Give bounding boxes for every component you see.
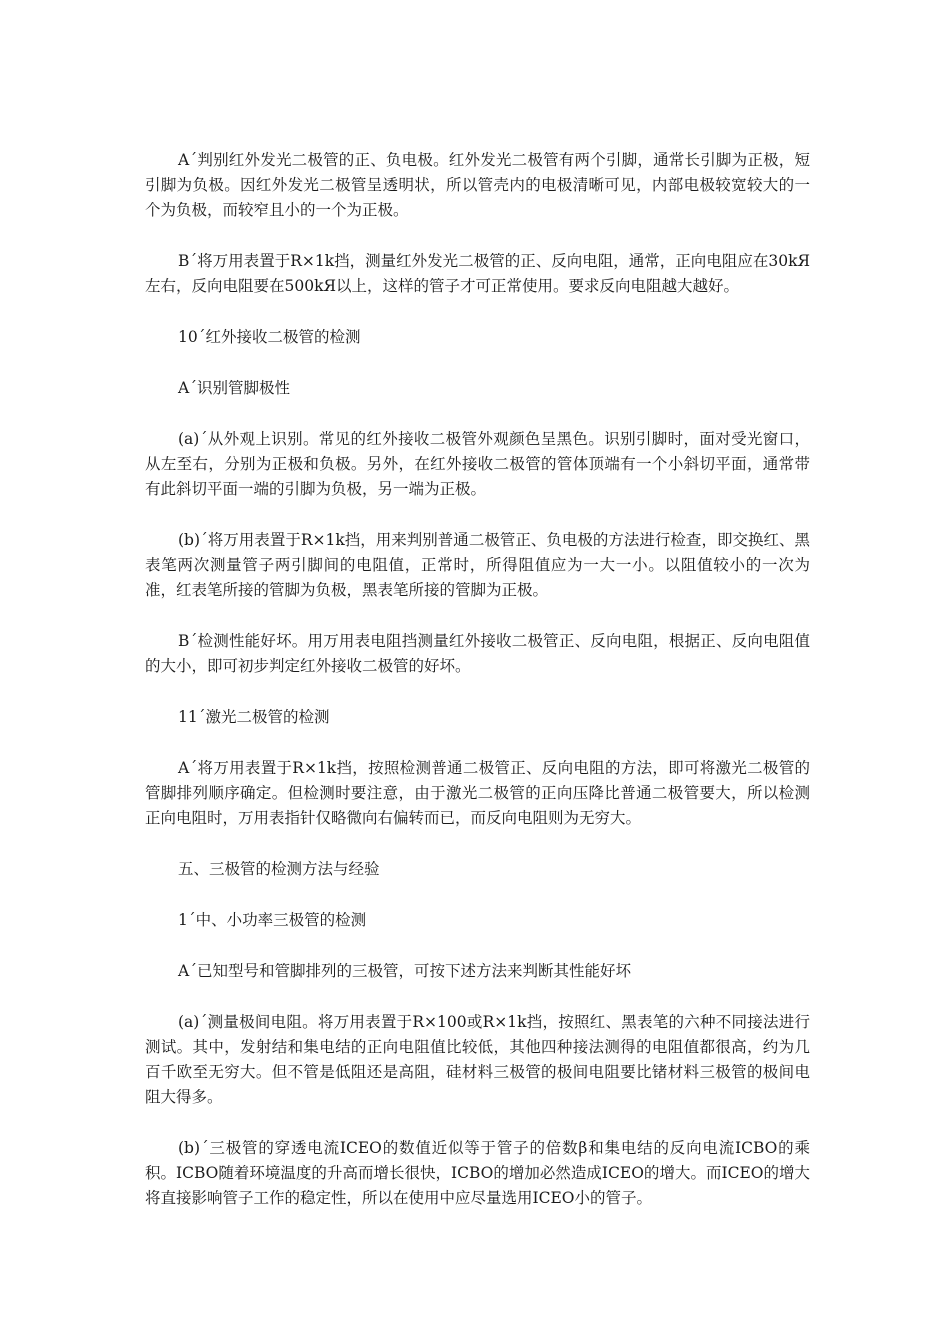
heading-identify-pin-polarity: Aˊ识别管脚极性 (178, 379, 290, 397)
paragraph-ir-receiver-multimeter: (b)ˊ将万用表置于R×1k挡，用来判别普通二极管正、负电极的方法进行检查，即交换红、黑表笔两次测量管子两引脚间的电阻值，正常时，所得阻值应为一大一小。以阻值较小的一次为准，红表笔所接的管脚为负极，黑表笔所接的管脚为正极。 (145, 531, 810, 599)
heading-small-power-transistor: 1ˊ中、小功率三极管的检测 (178, 911, 367, 929)
document-body (145, 148, 810, 1237)
heading-laser-diode-detection: 11ˊ激光二极管的检测 (178, 708, 330, 726)
paragraph-interelectrode-resistance: (a)ˊ测量极间电阻。将万用表置于R×100或R×1k挡，按照红、黑表笔的六种不同接法进行测试。其中，发射结和集电结的正向电阻值比较低，其他四种接法测得的电阻值都很高，约为几百千欧至无穷大。但不管是低阻还是高阻，硅材料三极管的极间电阻要比锗材料三极管的极间电阻大得多。 (145, 1013, 810, 1106)
heading-transistor-section: 五、三极管的检测方法与经验 (178, 860, 380, 878)
paragraph-laser-diode-method: Aˊ将万用表置于R×1k挡，按照检测普通二极管正、反向电阻的方法，即可将激光二极管的管脚排列顺序确定。但检测时要注意，由于激光二极管的正向压降比普通二极管要大，所以检测正向电阻时，万用表指针仅略微向右偏转而已，而反向电阻则为无穷大。 (145, 759, 810, 827)
heading-known-type-transistor: Aˊ已知型号和管脚排列的三极管，可按下述方法来判断其性能好坏 (178, 962, 631, 980)
paragraph-ir-receiver-performance: Bˊ检测性能好坏。用万用表电阻挡测量红外接收二极管正、反向电阻，根据正、反向电阻值的大小，即可初步判定红外接收二极管的好坏。 (145, 632, 810, 675)
paragraph-ir-led-polarity: Aˊ判别红外发光二极管的正、负电极。红外发光二极管有两个引脚，通常长引脚为正极，短引脚为负极。因红外发光二极管呈透明状，所以管壳内的电极清晰可见，内部电极较宽较大的一个为负极，而较窄且小的一个为正极。 (145, 151, 810, 219)
paragraph-ir-receiver-appearance: (a)ˊ从外观上识别。常见的红外接收二极管外观颜色呈黑色。识别引脚时，面对受光窗口，从左至右，分别为正极和负极。另外，在红外接收二极管的管体顶端有一个小斜切平面，通常带有此斜切平面一端的引脚为负极，另一端为正极。 (145, 430, 810, 498)
heading-ir-receiver-detection: 10ˊ红外接收二极管的检测 (178, 328, 361, 346)
paragraph-penetration-current: (b)ˊ三极管的穿透电流ICEO的数值近似等于管子的倍数β和集电结的反向电流ICBO的乘积。ICBO随着环境温度的升高而增长很快，ICBO的增加必然造成ICEO的增大。而ICEO的增大将直接影响管子工作的稳定性，所以在使用中应尽量选用ICEO小的管子。 (145, 1139, 810, 1207)
paragraph-ir-led-resistance: Bˊ将万用表置于R×1k挡，测量红外发光二极管的正、反向电阻，通常，正向电阻应在30kЯ左右，反向电阻要在500kЯ以上，这样的管子才可正常使用。要求反向电阻越大越好。 (145, 252, 810, 295)
